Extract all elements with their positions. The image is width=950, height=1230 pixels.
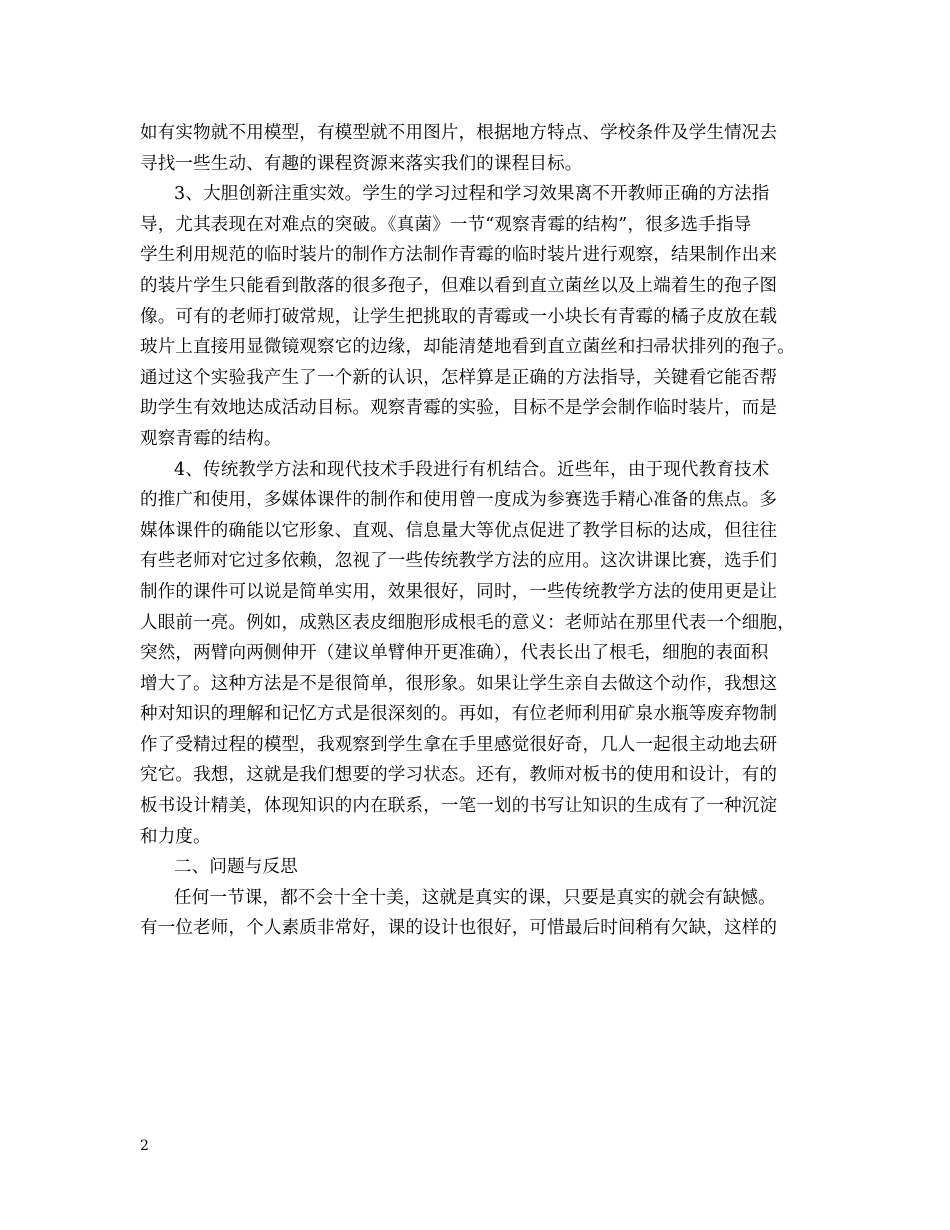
- text-line: 如有实物就不用模型，有模型就不用图片，根据地方特点、学校条件及学生情况去: [140, 123, 778, 143]
- text-line: 媒体课件的确能以它形象、直观、信息量大等优点促进了教学目标的达成，但往往: [140, 520, 778, 541]
- text-line: 寻找一些生动、有趣的课程资源来落实我们的课程目标。: [140, 153, 583, 174]
- text-line: 学生利用规范的临时装片的制作方法制作青霉的临时装片进行观察，结果制作出来: [140, 245, 778, 266]
- text-line: 增大了。这种方法是不是很简单，很形象。如果让学生亲自去做这个动作，我想这: [140, 673, 778, 694]
- text-line: 有些老师对它过多依赖，忽视了一些传统教学方法的应用。这次讲课比赛，选手们: [140, 551, 778, 572]
- text-line: 通过这个实验我产生了一个新的认识，怎样算是正确的方法指导，关键看它能否帮: [140, 367, 778, 388]
- paragraph-start-line: 任何一节课，都不会十全十美，这就是真实的课，只要是真实的就会有缺憾。: [174, 887, 776, 908]
- text-line: 像。可有的老师打破常规，让学生把挑取的青霉或一小块长有青霉的橘子皮放在载: [140, 306, 778, 327]
- text-line: 的推广和使用，多媒体课件的制作和使用曾一度成为参赛选手精心准备的焦点。多: [140, 490, 778, 511]
- text-line: 人眼前一亮。例如，成熟区表皮细胞形成根毛的意义：老师站在那里代表一个细胞，: [140, 612, 795, 633]
- text-line: 观察青霉的结构。: [140, 428, 282, 449]
- text-line: 有一位老师，个人素质非常好，课的设计也很好，可惜最后时间稍有欠缺，这样的: [140, 918, 778, 939]
- text-line: 玻片上直接用显微镜观察它的边缘，却能清楚地看到直立菌丝和扫帚状排列的孢子。: [140, 337, 795, 358]
- text-line: 突然，两臂向两侧伸开（建议单臂伸开更准确），代表长出了根毛，细胞的表面积: [140, 643, 769, 664]
- paragraph-start-line: 3、大胆创新注重实效。学生的学习过程和学习效果离不开教师正确的方法指: [174, 184, 770, 205]
- text-line: 助学生有效地达成活动目标。观察青霉的实验，目标不是学会制作临时装片，而是: [140, 398, 778, 419]
- page-number: 2: [140, 1138, 149, 1154]
- text-line: 板书设计精美，体现知识的内在联系，一笔一划的书写让知识的生成有了一种沉淀: [140, 796, 778, 817]
- text-line: 导，尤其表现在对难点的突破。《真菌》一节“观察青霉的结构”，很多选手指导: [140, 214, 752, 235]
- text-line: 种对知识的理解和记忆方式是很深刻的。再如，有位老师利用矿泉水瓶等废弃物制: [140, 704, 778, 725]
- text-line: 和力度。: [140, 826, 211, 847]
- text-line: 制作的课件可以说是简单实用，效果很好，同时，一些传统教学方法的使用更是让: [140, 581, 778, 602]
- section-heading: 二、问题与反思: [174, 857, 298, 878]
- document-body: [140, 118, 812, 944]
- text-line: 作了受精过程的模型，我观察到学生拿在手里感觉很好奇，几人一起很主动地去研: [140, 734, 778, 755]
- paragraph-start-line: 4、传统教学方法和现代技术手段进行有机结合。近些年，由于现代教育技术: [174, 459, 770, 480]
- text-line: 究它。我想，这就是我们想要的学习状态。还有，教师对板书的使用和设计，有的: [140, 765, 778, 786]
- text-line: 的装片学生只能看到散落的很多孢子，但难以看到直立菌丝以及上端着生的孢子图: [140, 275, 778, 296]
